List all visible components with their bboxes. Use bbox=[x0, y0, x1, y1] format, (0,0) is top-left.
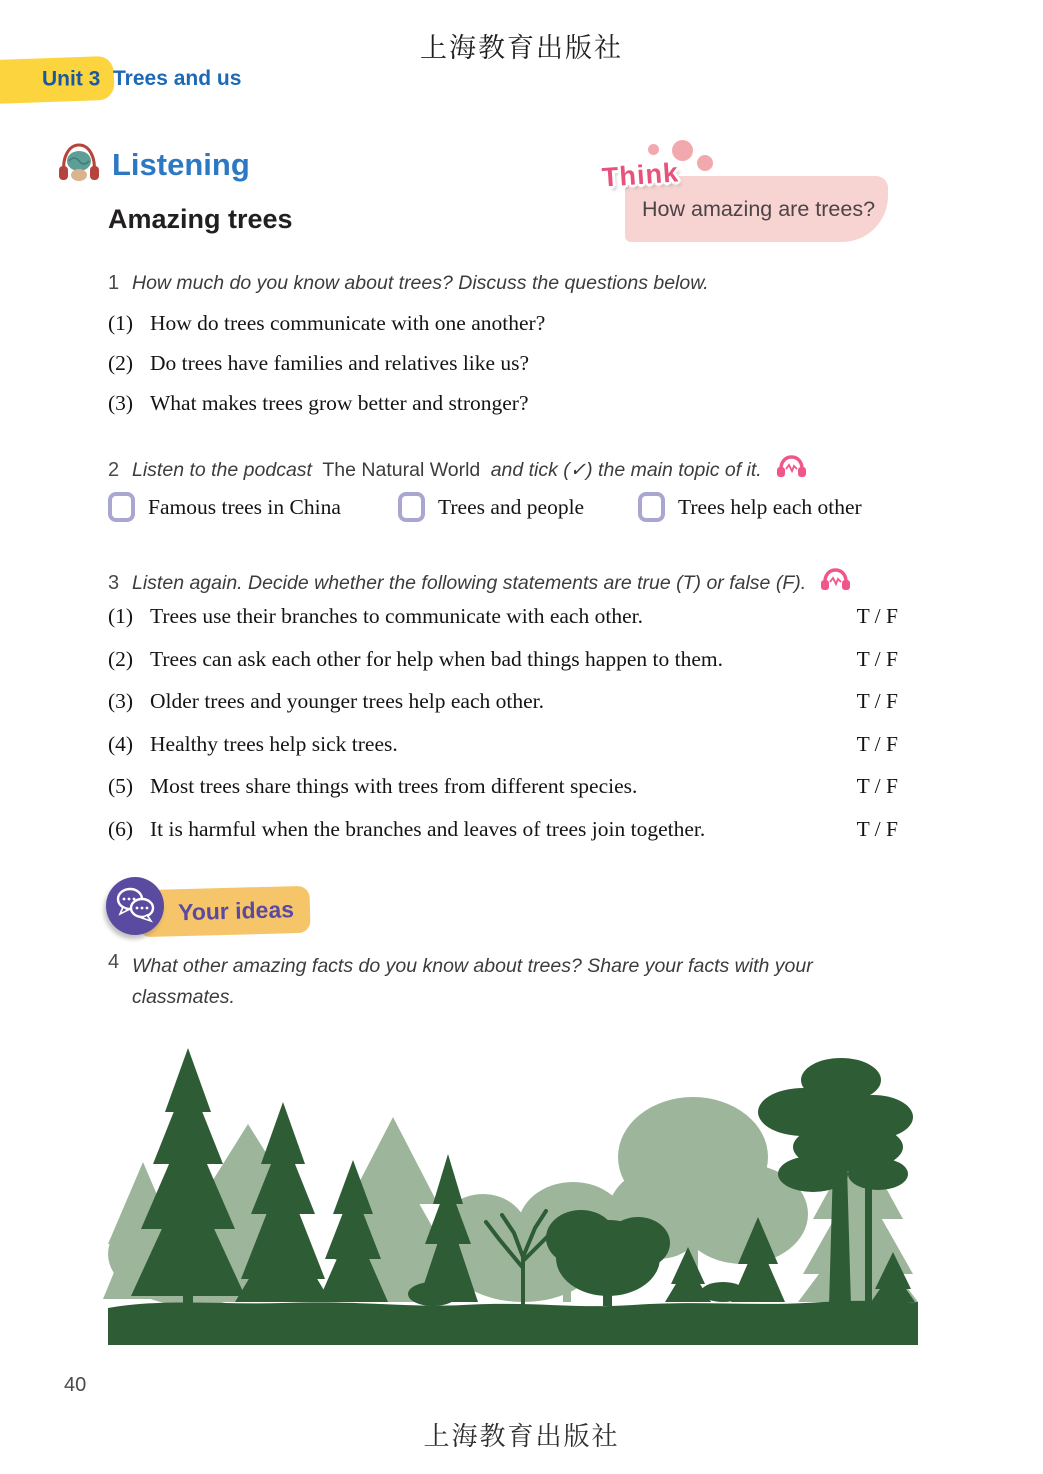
true-false-choice[interactable]: T / F bbox=[856, 646, 898, 671]
statement-row bbox=[108, 732, 898, 757]
activity-title: Amazing trees bbox=[108, 204, 293, 234]
task3-instruction: Listen again. Decide whether the following statements are true (T) or false (F). bbox=[132, 572, 807, 594]
statement-text: Trees can ask each other for help when bad things happen to them. bbox=[150, 646, 723, 671]
statement-number: (4) bbox=[108, 731, 134, 756]
speech-bubbles-icon bbox=[114, 884, 156, 929]
statement-number: (2) bbox=[108, 646, 134, 671]
option-famous-trees bbox=[108, 492, 398, 522]
task2-instruction-pre: Listen to the podcast bbox=[132, 459, 312, 481]
section-title: Listening bbox=[112, 147, 250, 182]
think-decorative-dot-small bbox=[648, 144, 659, 155]
option-trees-help bbox=[638, 492, 862, 522]
your-ideas-circle bbox=[106, 877, 164, 935]
task2-instruction-post: and tick (✓) the main topic of it. bbox=[490, 459, 762, 481]
statement-row bbox=[108, 689, 898, 714]
task2-instruction bbox=[132, 458, 762, 482]
task1-question-row bbox=[108, 311, 545, 336]
publisher-watermark-top: 上海教育出版社 bbox=[420, 33, 623, 63]
checkbox[interactable] bbox=[638, 492, 665, 522]
audio-headphones-icon[interactable] bbox=[776, 455, 807, 484]
task1-instruction: How much do you know about trees? Discuss the questions below. bbox=[132, 272, 709, 294]
statement-row bbox=[108, 774, 898, 799]
statement-row bbox=[108, 817, 898, 842]
question-text: Do trees have families and relatives like us? bbox=[150, 351, 530, 375]
question-number: (3) bbox=[108, 391, 134, 415]
question-number: (1) bbox=[108, 311, 134, 335]
your-ideas-label: Your ideas bbox=[177, 896, 295, 926]
publisher-watermark-bottom: 上海教育出版社 bbox=[423, 1422, 620, 1451]
option-label: Trees and people bbox=[438, 494, 585, 519]
statement-text: Healthy trees help sick trees. bbox=[150, 731, 398, 756]
statement-row bbox=[108, 647, 898, 672]
task2-instruction-row bbox=[108, 452, 807, 482]
listening-headphones-icon bbox=[56, 139, 102, 191]
forest-illustration bbox=[103, 1042, 921, 1348]
unit-badge bbox=[0, 56, 115, 104]
true-false-choice[interactable]: T / F bbox=[856, 689, 898, 713]
option-label: Trees help each other bbox=[678, 494, 862, 519]
task4-instruction: What other amazing facts do you know about trees? Share your facts with your classmates. bbox=[132, 955, 813, 1009]
question-text: How do trees communicate with one another? bbox=[150, 311, 546, 335]
task1-question-row bbox=[108, 351, 529, 376]
task3-instruction-row bbox=[108, 565, 851, 595]
task2-options-row bbox=[108, 492, 908, 522]
unit-badge-label: Unit 3 bbox=[41, 67, 100, 91]
task1-instruction-row bbox=[108, 272, 709, 295]
audio-headphones-icon[interactable] bbox=[820, 568, 851, 597]
task1-question-row bbox=[108, 391, 529, 416]
think-label: Think bbox=[601, 157, 680, 193]
question-text: What makes trees grow better and stronger? bbox=[150, 391, 529, 415]
statement-text: Most trees share things with trees from different species. bbox=[150, 774, 638, 798]
statement-text: Trees use their branches to communicate with each other. bbox=[150, 604, 643, 628]
option-label: Famous trees in China bbox=[148, 494, 341, 519]
option-trees-and-people bbox=[398, 492, 638, 522]
statement-number: (3) bbox=[108, 689, 134, 713]
statement-row bbox=[108, 604, 898, 629]
statement-text: Older trees and younger trees help each other. bbox=[150, 689, 545, 713]
task4-number: 4 bbox=[108, 951, 120, 973]
true-false-choice[interactable]: T / F bbox=[856, 816, 898, 841]
unit-title: Trees and us bbox=[113, 67, 242, 90]
statement-number: (1) bbox=[108, 604, 134, 628]
true-false-choice[interactable]: T / F bbox=[856, 774, 898, 798]
think-decorative-ring bbox=[697, 155, 713, 171]
task2-number: 2 bbox=[108, 459, 120, 481]
task4-instruction-row bbox=[108, 951, 878, 1013]
think-question: How amazing are trees? bbox=[642, 196, 876, 221]
true-false-choice[interactable]: T / F bbox=[856, 731, 898, 756]
true-false-choice[interactable]: T / F bbox=[856, 604, 898, 628]
statement-number: (6) bbox=[108, 816, 134, 841]
statement-text: It is harmful when the branches and leaves of trees join together. bbox=[150, 816, 706, 841]
question-number: (2) bbox=[108, 351, 134, 375]
podcast-title: The Natural World bbox=[322, 459, 481, 481]
task3-number: 3 bbox=[108, 572, 120, 594]
statement-number: (5) bbox=[108, 774, 134, 798]
task1-number: 1 bbox=[108, 272, 120, 294]
checkbox[interactable] bbox=[398, 492, 425, 522]
listening-heading-row bbox=[56, 139, 250, 191]
checkbox[interactable] bbox=[108, 492, 135, 522]
task3-statements bbox=[108, 604, 898, 842]
page-number: 40 bbox=[64, 1374, 87, 1396]
